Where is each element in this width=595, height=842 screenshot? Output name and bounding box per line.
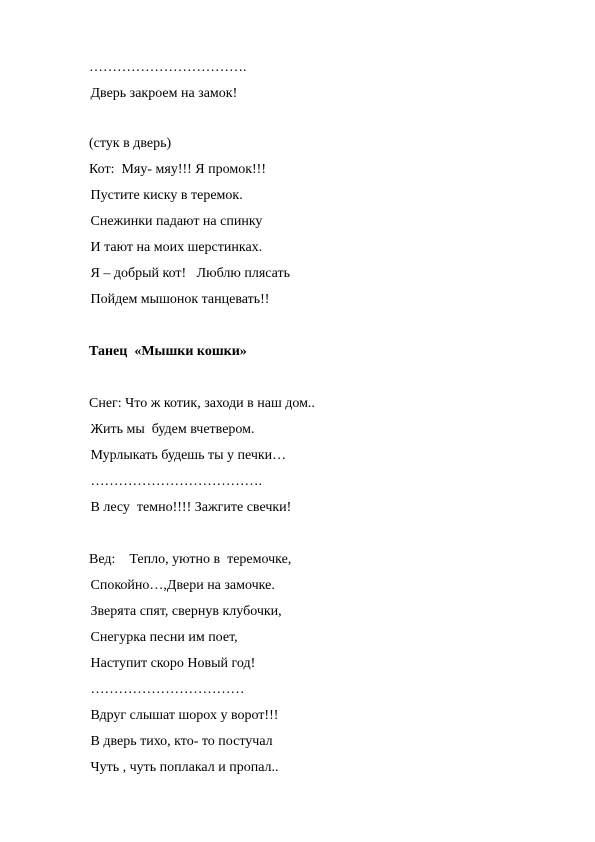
- text-line: Снегурка песни им поет,: [87, 630, 238, 645]
- text-line: Зверята спят, свернув клубочки,: [87, 604, 282, 619]
- stage-direction: (стук в дверь): [89, 136, 172, 151]
- text-line: И тают на моих шерстинках.: [87, 240, 263, 255]
- text-line: Спокойно…,Двери на замочке.: [87, 578, 275, 593]
- text-line: Снежинки падают на спинку: [87, 214, 263, 229]
- text-line: Я – добрый кот! Люблю плясать: [87, 266, 290, 281]
- text-line: Вдруг слышат шорох у ворот!!!: [87, 708, 279, 723]
- speaker-line: Кот: Мяу- мяу!!! Я промок!!!: [89, 162, 267, 177]
- speaker-line: Вед: Тепло, уютно в теремочке,: [89, 552, 292, 567]
- text-line: В лесу темно!!!! Зажгите свечки!: [87, 500, 292, 515]
- text-line: Жить мы будем вчетвером.: [87, 422, 255, 437]
- text-line: ……………………………: [87, 682, 245, 697]
- text-line: Мурлыкать будешь ты у печки…: [87, 448, 287, 463]
- speaker-line: Снег: Что ж котик, заходи в наш дом..: [89, 396, 315, 411]
- text-line: Чуть , чуть поплакал и пропал..: [87, 760, 279, 775]
- text-line: …………………………….: [89, 60, 247, 75]
- dance-heading: Танец «Мышки кошки»: [89, 344, 247, 359]
- text-line: ……………………………….: [87, 474, 262, 489]
- text-line: Дверь закроем на замок!: [87, 86, 238, 101]
- text-line: Пойдем мышонок танцевать!!: [87, 292, 270, 307]
- text-line: В дверь тихо, кто- то постучал: [87, 734, 273, 749]
- text-line: Пустите киску в теремок.: [87, 188, 243, 203]
- text-line: Наступит скоро Новый год!: [87, 656, 256, 671]
